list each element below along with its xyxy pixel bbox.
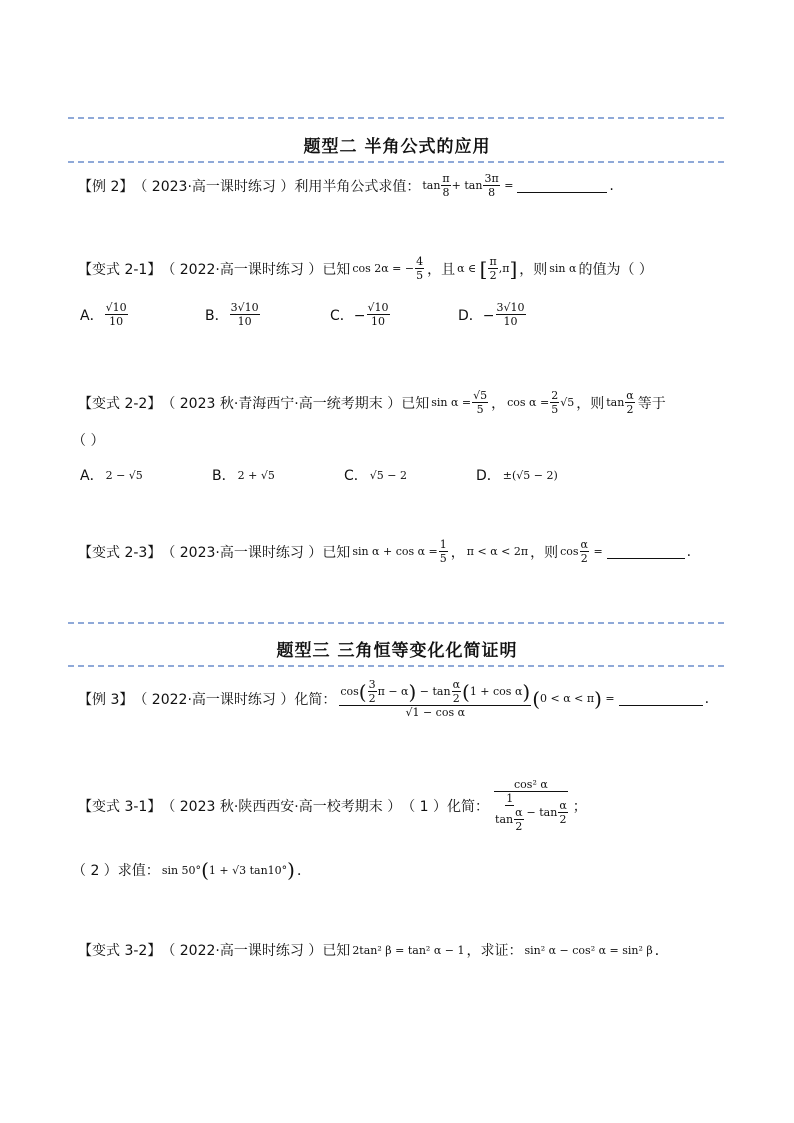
period: . [686, 543, 692, 560]
divider [68, 622, 724, 624]
text: 已知 [322, 261, 351, 278]
formula-range: π < α < 2π [466, 545, 529, 558]
part-2: （ 2 ）求值： [72, 863, 160, 879]
section-title-half-angle: 题型二 半角公式的应用 [303, 137, 491, 157]
options-2-1 [80, 301, 527, 328]
formula-sina: sin α = $\frac{√5}{5}$ [431, 389, 488, 416]
tag: 【变式 2-2】 [78, 395, 162, 412]
text: 的值为（ ） [578, 261, 653, 278]
divider [68, 161, 724, 163]
text: 已知 [322, 943, 351, 959]
period: ． [296, 863, 311, 879]
text: ，则 [576, 395, 605, 412]
text: 已知 [322, 544, 351, 561]
option-c[interactable]: C． √5 − 2 [344, 468, 407, 484]
tag: 【变式 3-2】 [78, 943, 162, 959]
source: （ 2023 秋·陕西西安·高一校考期末 ） [161, 798, 402, 815]
variant-2-2 [78, 389, 666, 416]
formula-condition: 2tan² β = tan² α − 1 [352, 943, 465, 957]
tag: 【变式 3-1】 [78, 798, 162, 815]
semicolon: ； [572, 798, 587, 815]
option-b[interactable]: B． $\frac{3√10}{10}$ [205, 301, 259, 328]
formula: sin 50° ( 1 + √3 tan10° ) [161, 858, 295, 882]
answer-blank[interactable] [607, 544, 685, 559]
tag: 【例 3】 [78, 691, 134, 708]
text: ， [450, 544, 465, 561]
text: ，则 [519, 261, 548, 278]
options-2-2 [80, 465, 560, 485]
text: ， [491, 395, 506, 412]
tag: 【例 2】 [78, 178, 134, 195]
source: （ 2023·高一课时练习 ） [133, 178, 295, 195]
formula-sum: sin α + cos α = $\frac{1}{5}$ [352, 538, 447, 565]
period: . [704, 690, 710, 707]
source: （ 2022·高一课时练习 ） [161, 943, 323, 959]
variant-3-1 [78, 778, 587, 833]
formula-claim: sin² α − cos² α = sin² β [524, 943, 653, 957]
answer-paren: （ ） [72, 433, 105, 449]
tag: 【变式 2-3】 [78, 544, 162, 561]
section-title-identities: 题型三 三角恒等变化化简证明 [276, 641, 518, 661]
text: ，且 [427, 261, 456, 278]
source: （ 2023 秋·青海西宁·高一统考期末 ） [161, 395, 402, 412]
source: （ 2023·高一课时练习 ） [161, 544, 323, 561]
option-a[interactable]: A． $\frac{√10}{10}$ [80, 301, 127, 328]
option-d[interactable]: D． ±(√5 − 2) [476, 468, 558, 484]
part-1: （ 1 ）化简： [401, 798, 490, 815]
text: ，求证： [466, 943, 523, 959]
formula-cos-half: cos $\frac{\alpha}{2}$ = [560, 538, 603, 565]
source: （ 2022·高一课时练习 ） [133, 691, 295, 708]
text: ，则 [530, 544, 559, 561]
question-text: 化简： [294, 691, 337, 708]
text: 已知 [401, 395, 430, 412]
period: ． [654, 943, 669, 959]
option-d[interactable]: D．− $\frac{3√10}{10}$ [458, 301, 525, 328]
formula-cosa: cos α = $\frac{2}{5}$ √5 [507, 389, 575, 416]
formula-range: α ∈ [ $\frac{\pi}{2}$ ,π ] [457, 255, 518, 282]
answer-blank[interactable] [619, 691, 703, 706]
source: （ 2022·高一课时练习 ） [161, 261, 323, 278]
formula-sina: sin α [549, 262, 577, 275]
formula-tan-half: tan $\frac{\alpha}{2}$ [606, 389, 634, 416]
formula: tan $\frac{\pi}{8}$ + tan $\frac{3\pi}{8}$ = [422, 172, 514, 199]
example-2 [78, 172, 614, 199]
option-c[interactable]: C．− $\frac{√10}{10}$ [330, 301, 389, 328]
answer-blank[interactable] [517, 178, 607, 193]
example-3 [78, 678, 709, 719]
formula: cos ( $\frac{3}{2}$ π − α ) − tan $\frac{\alpha}{2}$ ( 1 + cos α ) √1 − cos α ( 0 < α < π ) = [340, 678, 615, 719]
divider-top [68, 117, 724, 119]
text: 等于 [637, 395, 666, 412]
question-text: 利用半角公式求值： [294, 178, 421, 195]
variant-2-3 [78, 538, 691, 565]
formula: cos² α 1 tan $\frac{\alpha}{2}$ − tan $\frac{\alpha}{2}$ [495, 778, 567, 833]
variant-3-2 [78, 940, 669, 960]
tag: 【变式 2-1】 [78, 261, 162, 278]
variant-3-1-part-2 [72, 860, 311, 880]
divider [68, 665, 724, 667]
formula-cos2a: cos 2α = − $\frac{4}{5}$ [352, 255, 424, 282]
period: . [609, 177, 614, 194]
option-b[interactable]: B． 2 + √5 [212, 468, 275, 484]
option-a[interactable]: A． 2 − √5 [80, 468, 143, 484]
variant-2-1 [78, 255, 653, 282]
